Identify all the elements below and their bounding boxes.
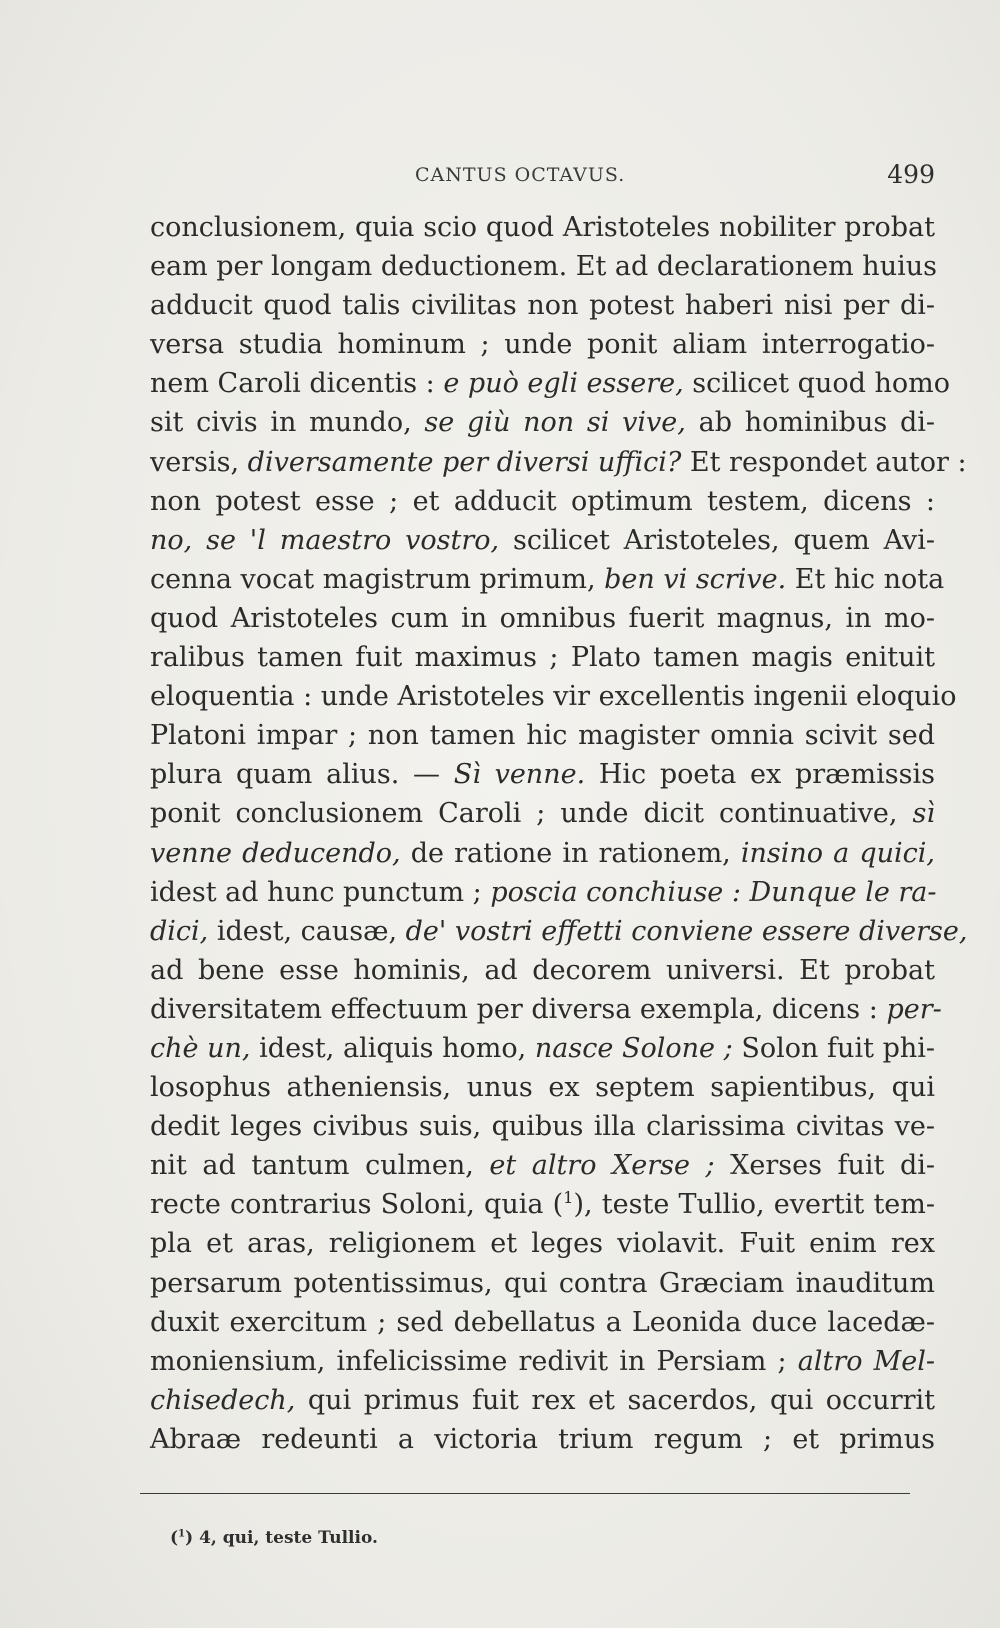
text-segment: Et hic nota xyxy=(786,563,945,595)
text-segment: Abraæ redeunti a victoria trium regum ; et primus xyxy=(150,1423,935,1455)
text-line xyxy=(150,1342,935,1381)
text-segment: cenna vocat magistrum primum, xyxy=(150,563,605,595)
text-segment: persarum potentissimus, qui contra Græciam inauditum xyxy=(150,1267,935,1299)
text-segment: duxit exercitum ; sed debellatus a Leonida duce lacedæ- xyxy=(150,1306,935,1338)
text-segment: losophus atheniensis, unus ex septem sapientibus, qui xyxy=(150,1072,935,1104)
footnote-rule xyxy=(140,1493,910,1494)
text-segment: scilicet Aristoteles, quem Avi- xyxy=(499,524,935,556)
text-segment: non potest esse ; et adducit optimum testem, dicens : xyxy=(150,485,935,517)
text-segment: versa studia hominum ; unde ponit aliam interrogatio- xyxy=(150,329,935,361)
italic-segment: diversamente per diversi uffici? xyxy=(247,446,682,478)
text-line xyxy=(150,1068,935,1107)
text-segment: Platoni impar ; non tamen hic magister omnia scivit sed xyxy=(150,720,935,752)
text-line xyxy=(150,1381,935,1420)
text-segment: adducit quod talis civilitas non potest haberi nisi per di- xyxy=(150,290,935,322)
text-line xyxy=(150,638,935,677)
text-segment: scilicet quod homo xyxy=(683,368,950,400)
italic-segment: chisedech, xyxy=(150,1384,296,1416)
text-segment: plura quam alius. — xyxy=(150,759,454,791)
text-line xyxy=(150,403,935,442)
text-line xyxy=(150,834,935,873)
text-segment: ab hominibus di- xyxy=(685,407,936,439)
text-segment: qui primus fuit rex et sacerdos, qui occurrit xyxy=(295,1384,935,1416)
text-segment: versis, xyxy=(150,446,248,478)
text-segment: eam per longam deductionem. Et ad declarationem huius xyxy=(150,251,937,283)
text-segment: moniensium, infelicissime redivit in Persiam ; xyxy=(150,1345,798,1377)
italic-segment: et altro Xerse ; xyxy=(489,1150,715,1182)
text-line xyxy=(150,1146,935,1185)
text-segment: ), teste Tullio, evertit tem- xyxy=(573,1189,935,1221)
text-line xyxy=(150,873,935,912)
italic-segment: insino a quici, xyxy=(740,837,935,869)
italic-segment: no, se 'l maestro vostro, xyxy=(150,524,500,556)
text-segment: dedit leges civibus suis, quibus illa clarissima civitas ve- xyxy=(150,1111,935,1143)
text-segment: de ratione in rationem, xyxy=(400,837,741,869)
italic-segment: ben vi scrive. xyxy=(604,563,787,595)
italic-segment: sì xyxy=(912,798,935,830)
italic-segment: nasce Solone ; xyxy=(534,1032,733,1064)
text-segment: sit civis in mundo, xyxy=(150,407,425,439)
italic-segment: altro Mel- xyxy=(797,1345,935,1377)
text-line xyxy=(150,482,935,521)
footnote-text: ) 4, qui, teste Tullio. xyxy=(185,1528,378,1548)
text-line xyxy=(150,599,935,638)
running-head: CANTUS OCTAVUS. xyxy=(415,164,626,186)
italic-segment: de' vostri effetti conviene essere diverse, xyxy=(405,915,968,947)
text-line xyxy=(150,1420,935,1459)
footnote: ($^1$) 4, qui, teste Tullio. xyxy=(170,1527,378,1548)
text-line xyxy=(150,1224,935,1263)
text-segment: recte contrarius Soloni, quia ( xyxy=(150,1189,564,1221)
italic-segment: e può egli essere, xyxy=(443,368,684,400)
italic-segment: venne deducendo, xyxy=(150,837,401,869)
page-header xyxy=(150,160,935,194)
text-line xyxy=(150,1264,935,1303)
text-line xyxy=(150,990,942,1029)
italic-segment: per- xyxy=(886,993,942,1025)
text-segment: idest ad hunc punctum ; xyxy=(150,876,491,908)
text-segment: quod Aristoteles cum in omnibus fuerit magnus, in mo- xyxy=(150,602,935,634)
text-line xyxy=(150,286,935,325)
text-line xyxy=(150,716,935,755)
italic-segment: poscia conchiuse : Dunque le ra- xyxy=(490,876,937,908)
text-line xyxy=(150,755,935,794)
text-segment: ponit conclusionem Caroli ; unde dicit continuative, xyxy=(150,798,913,830)
text-line xyxy=(150,1029,935,1068)
text-segment: pla et aras, religionem et leges violavit. Fuit enim rex xyxy=(150,1228,935,1260)
footnote-reference: 1 xyxy=(563,1188,574,1208)
text-line xyxy=(150,1185,935,1224)
text-line xyxy=(150,951,935,990)
text-segment: idest, aliquis homo, xyxy=(250,1032,535,1064)
text-segment: ralibus tamen fuit maximus ; Plato tamen magis enituit xyxy=(150,642,935,674)
body-text xyxy=(150,208,968,1459)
text-segment: nem Caroli dicentis : xyxy=(150,368,444,400)
text-line xyxy=(150,521,935,560)
text-line xyxy=(150,208,935,247)
text-line xyxy=(150,677,957,716)
text-segment: idest, causæ, xyxy=(208,915,406,947)
text-segment: Xerses fuit di- xyxy=(714,1150,935,1182)
text-segment: Et respondet autor : xyxy=(681,446,967,478)
text-line xyxy=(150,1303,935,1342)
text-segment: eloquentia : unde Aristoteles vir excellentis ingenii eloquio xyxy=(150,681,957,713)
text-line xyxy=(150,1107,935,1146)
text-line xyxy=(150,247,935,286)
italic-segment: dici, xyxy=(150,915,209,947)
italic-segment: se giù non si vive, xyxy=(424,407,686,439)
text-segment: conclusionem, quia scio quod Aristoteles nobiliter probat xyxy=(150,212,935,243)
text-line xyxy=(150,560,945,599)
page-number: 499 xyxy=(887,160,935,189)
italic-segment: chè un, xyxy=(150,1032,251,1064)
text-line xyxy=(150,912,968,951)
footnote-marker: 1 xyxy=(178,1527,186,1540)
text-line xyxy=(150,794,935,833)
text-line xyxy=(150,443,967,482)
text-segment: ad bene esse hominis, ad decorem universi. Et probat xyxy=(150,954,935,986)
text-segment: Hic poeta ex præmissis xyxy=(585,759,935,791)
text-segment: Solon fuit phi- xyxy=(732,1032,935,1064)
text-segment: nit ad tantum culmen, xyxy=(150,1150,490,1182)
text-segment: diversitatem effectuum per diversa exempla, dicens : xyxy=(150,993,887,1025)
italic-segment: Sì venne. xyxy=(453,759,586,791)
text-line xyxy=(150,325,935,364)
text-line xyxy=(150,364,950,403)
